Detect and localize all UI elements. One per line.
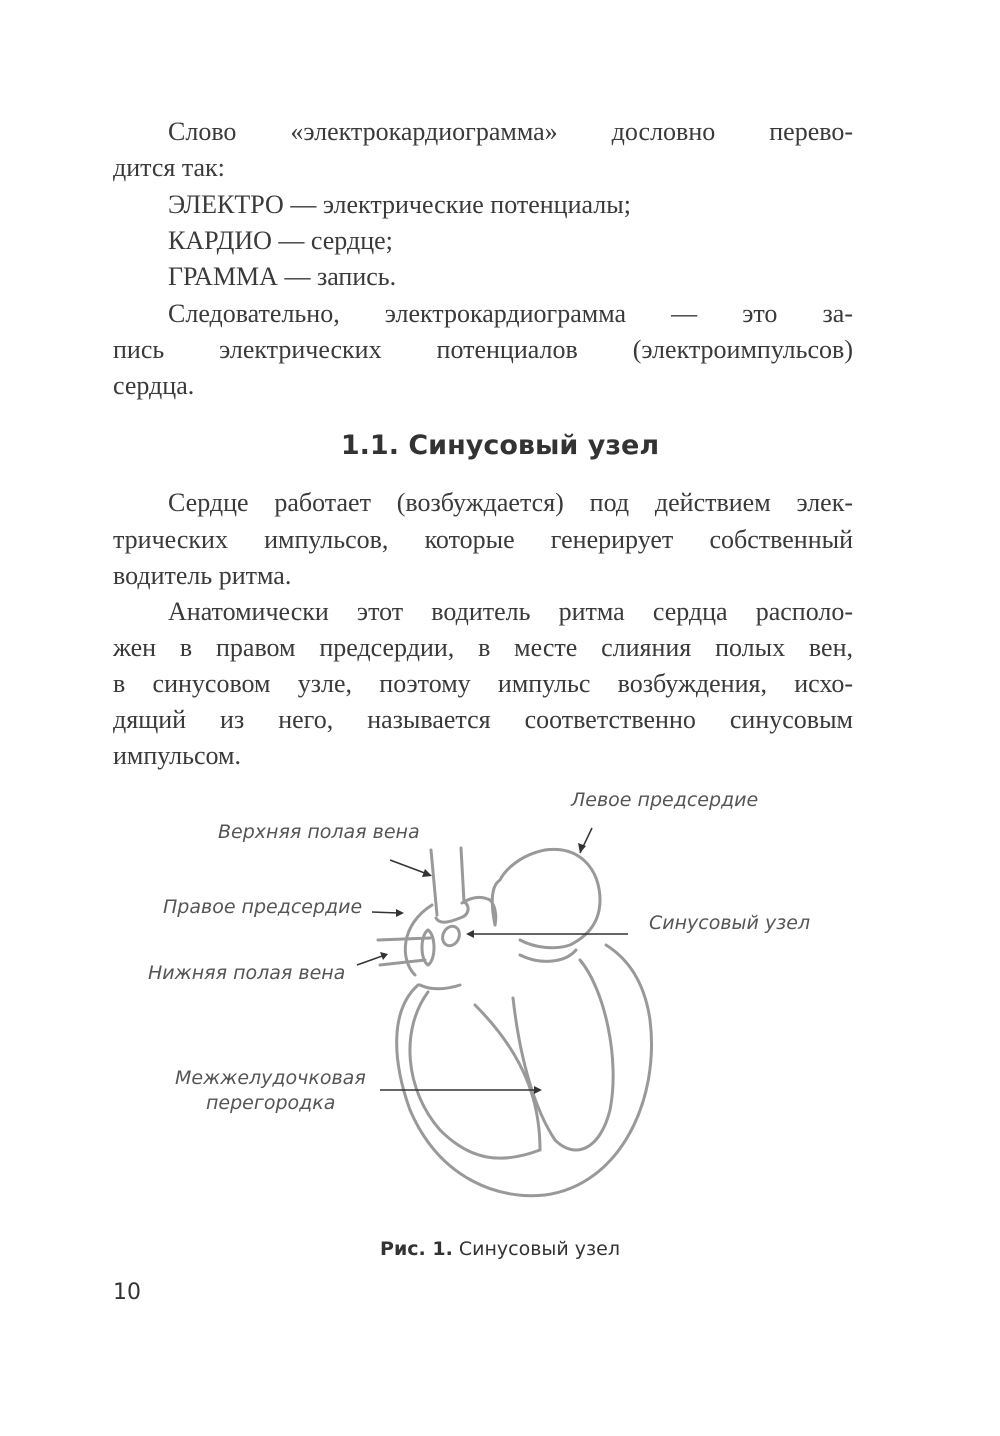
label-sinus-node: Синусовый узел (649, 912, 811, 934)
label-superior-vena-cava: Верхняя полая вена (218, 821, 420, 843)
sinus-node (440, 924, 463, 949)
page-number: 10 (113, 1280, 141, 1305)
text-line: ГРАММА — запись. (168, 262, 397, 291)
text-line: жен в правом предсердии, в месте слияния полых вен, (113, 633, 853, 662)
text-line: трических импульсов, которые генерирует собственный (113, 525, 853, 554)
superior-vena-cava (431, 848, 468, 922)
text-line: дится так: (113, 153, 225, 182)
label-septum-line2: перегородка (206, 1092, 336, 1114)
figure-caption (0, 1238, 1000, 1260)
text-line: в синусовом узле, поэтому импульс возбуждения, исхо- (113, 669, 853, 698)
section-heading: 1.1. Синусовый узел (340, 430, 660, 461)
text-line: дящий из него, называется соответственно синусовым (113, 705, 853, 734)
text-line: пись электрических потенциалов (электроимпульсов) (113, 335, 853, 364)
label-septum-line1: Межжелудочковая (175, 1067, 366, 1089)
pointer-line (372, 912, 400, 913)
text-line: импульсом. (113, 741, 241, 770)
caption-prefix: Рис. 1. (380, 1238, 453, 1260)
label-inferior-vena-cava: Нижняя полая вена (148, 962, 346, 984)
label-left-atrium: Левое предсердие (571, 789, 759, 811)
text-line: сердца. (113, 371, 195, 400)
text-line: Слово «электрокардиограмма» дословно перево- (168, 117, 853, 146)
text-line: Сердце работает (возбуждается) под действием элек- (168, 488, 853, 517)
right-ventricle-inner (410, 992, 540, 1158)
septum (513, 960, 613, 1150)
text-line: водитель ритма. (113, 561, 292, 590)
text-line: Следовательно, электрокардиограмма — это за- (168, 299, 853, 328)
text-line: Анатомически этот водитель ритма сердца располо- (168, 597, 853, 626)
text-line: КАРДИО — сердце; (168, 226, 393, 255)
left-ventricle-top (520, 950, 576, 961)
caption-text: Синусовый узел (458, 1238, 620, 1260)
label-right-atrium: Правое предсердие (163, 896, 363, 918)
left-atrium-outline (492, 849, 600, 947)
right-atrium-outline (405, 897, 495, 975)
text-line: ЭЛЕКТРО — электрические потенциалы; (168, 190, 631, 219)
